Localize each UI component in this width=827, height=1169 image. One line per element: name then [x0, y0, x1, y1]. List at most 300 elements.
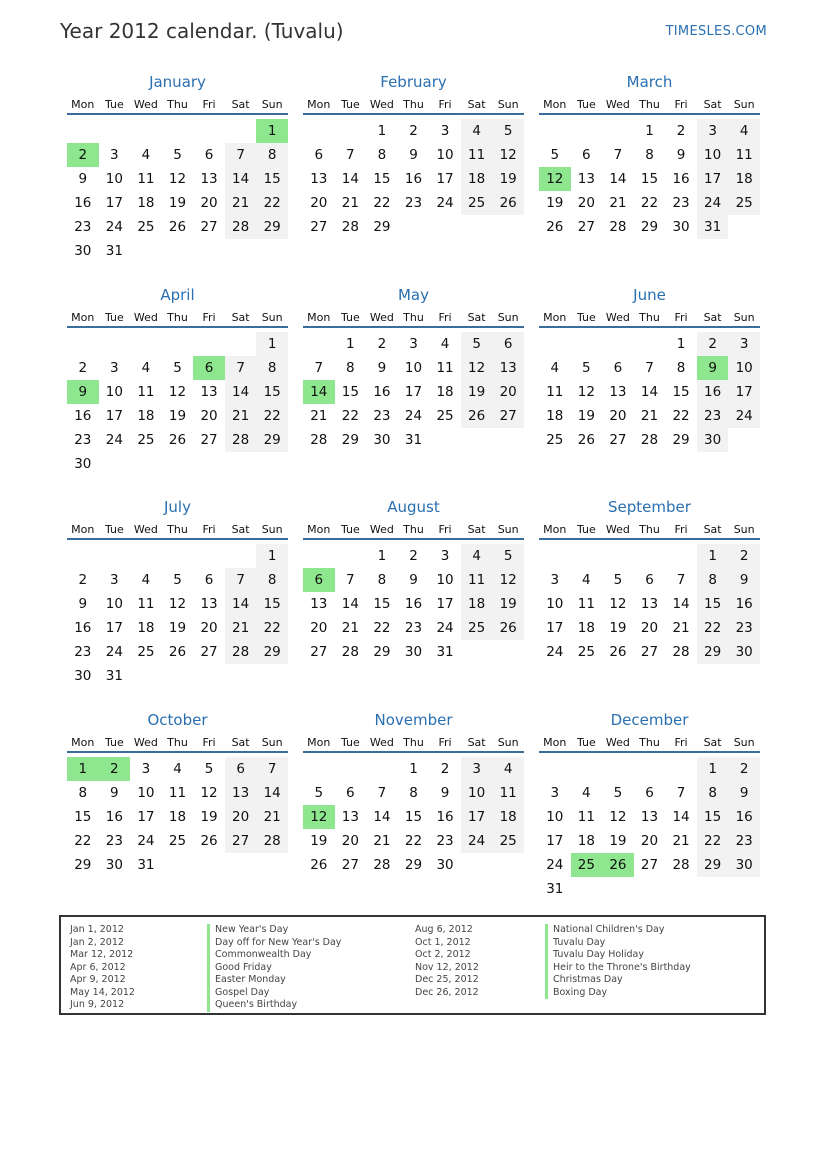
weekday-label: Mon	[307, 311, 331, 324]
day-cell: 29	[640, 219, 659, 235]
day-cell: 10	[728, 356, 760, 380]
holiday-date: Dec 25, 2012	[415, 974, 479, 985]
day-cell: 23	[74, 432, 92, 448]
day-cell: 27	[640, 644, 659, 660]
day-cell: 15	[697, 592, 729, 616]
day-grid	[67, 757, 288, 901]
day-cell: 17	[137, 809, 155, 825]
weekday-header	[539, 309, 760, 328]
day-cell: 29	[672, 432, 690, 448]
day-cell: 9	[409, 147, 418, 163]
day-cell: 17	[404, 384, 423, 400]
day-cell: 28	[373, 857, 391, 873]
day-cell: 15	[256, 592, 288, 616]
weekday-label: Mon	[307, 736, 331, 749]
day-cell: 27	[200, 644, 218, 660]
month-september	[539, 497, 760, 688]
day-cell: 27	[310, 644, 328, 660]
day-cell: 2	[676, 123, 686, 139]
weekday-label: Tue	[576, 98, 596, 111]
day-cell: 7	[613, 147, 623, 163]
weekday-label: Mon	[71, 736, 95, 749]
holiday-date: Dec 26, 2012	[415, 986, 479, 998]
day-cell: 19	[609, 620, 627, 636]
weekday-label: Tue	[104, 736, 124, 749]
weekday-label: Thu	[403, 523, 424, 536]
day-cell: 4	[582, 785, 591, 801]
day-cell: 23	[728, 829, 760, 853]
day-cell: 14	[609, 171, 627, 187]
day-cell: 16	[404, 171, 423, 187]
day-cell: 20	[200, 620, 218, 636]
day-cell: 30	[74, 456, 92, 472]
weekday-label: Thu	[639, 98, 660, 111]
day-cell: 28	[225, 428, 257, 452]
weekday-label: Tue	[576, 736, 596, 749]
weekday-label: Tue	[576, 311, 596, 324]
day-cell: 21	[609, 195, 627, 211]
holiday-name: Christmas Day	[545, 974, 691, 987]
day-cell: 27	[341, 857, 359, 873]
day-cell: 15	[256, 380, 288, 404]
weekday-label: Thu	[403, 736, 424, 749]
day-cell: 29	[373, 219, 391, 235]
day-cell: 30	[672, 219, 690, 235]
day-cell: 31	[404, 432, 423, 448]
weekday-label: Sun	[733, 311, 755, 324]
day-cell: 4	[728, 119, 760, 143]
day-cell: 3	[461, 757, 493, 781]
day-cell: 1	[256, 544, 288, 568]
weekday-label: Thu	[167, 736, 188, 749]
day-cell: 5	[173, 572, 182, 588]
day-cell: 11	[436, 360, 454, 376]
day-cell: 29	[74, 857, 92, 873]
weekday-label: Wed	[369, 98, 394, 111]
day-cell: 11	[137, 384, 155, 400]
holiday-name: Queen's Birthday	[207, 999, 341, 1012]
weekday-header	[539, 734, 760, 753]
holiday-name: Tuvalu Day Holiday	[545, 949, 691, 962]
weekday-label: Thu	[167, 523, 188, 536]
day-cell: 3	[110, 147, 119, 163]
weekday-label: Fri	[202, 98, 216, 111]
day-cell: 28	[672, 644, 690, 660]
day-cell: 30	[728, 640, 760, 664]
day-cell: 2	[728, 757, 760, 781]
holiday-date: May 14, 2012	[70, 986, 135, 998]
day-cell: 13	[225, 781, 257, 805]
day-cell: 2	[377, 336, 387, 352]
weekday-label: Thu	[403, 311, 424, 324]
day-cell: 6	[225, 757, 257, 781]
weekday-label: Sat	[467, 98, 486, 111]
weekday-label: Tue	[104, 523, 124, 536]
day-cell: 23	[672, 195, 690, 211]
weekday-label: Sat	[703, 523, 722, 536]
day-cell: 18	[461, 167, 493, 191]
day-cell: 25	[492, 829, 524, 853]
day-cell: 11	[577, 596, 595, 612]
day-cell: 26	[168, 219, 187, 235]
day-cell: 17	[105, 408, 123, 424]
weekday-label: Fri	[674, 98, 688, 111]
day-cell: 19	[310, 833, 328, 849]
day-cell: 2	[409, 548, 418, 564]
day-cell: 31	[137, 857, 155, 873]
holiday-date: Aug 6, 2012	[415, 924, 473, 935]
weekday-label: Fri	[438, 523, 452, 536]
day-grid	[303, 119, 524, 263]
day-cell: 1	[377, 123, 387, 139]
page-title: Year 2012 calendar. (Tuvalu)	[60, 19, 344, 43]
day-cell: 9	[440, 785, 450, 801]
day-cell: 24	[105, 219, 123, 235]
weekday-label: Tue	[340, 736, 360, 749]
day-cell: 29	[697, 853, 729, 877]
day-cell: 14	[640, 384, 659, 400]
day-cell: 19	[200, 809, 218, 825]
day-cell: 28	[640, 432, 659, 448]
holiday-name: Commonwealth Day	[207, 949, 341, 962]
day-cell: 26	[168, 644, 187, 660]
day-cell: 12	[492, 568, 524, 592]
holiday-day-cell: 12	[539, 167, 571, 191]
day-cell: 25	[137, 644, 155, 660]
holiday-name: Easter Monday	[207, 974, 341, 987]
month-february	[303, 72, 524, 263]
day-cell: 11	[546, 384, 564, 400]
month-august	[303, 497, 524, 688]
holiday-day-cell: 25	[571, 853, 603, 877]
day-cell: 21	[225, 404, 257, 428]
weekday-label: Sat	[467, 736, 486, 749]
weekday-label: Mon	[71, 98, 95, 111]
day-cell: 26	[310, 857, 328, 873]
day-cell: 5	[461, 332, 493, 356]
day-cell: 13	[341, 809, 359, 825]
holiday-dates-left	[70, 924, 135, 1012]
weekday-label: Mon	[71, 311, 95, 324]
holiday-day-cell: 1	[256, 119, 288, 143]
day-cell: 4	[141, 572, 151, 588]
weekday-label: Thu	[167, 311, 188, 324]
weekday-label: Thu	[639, 736, 660, 749]
day-cell: 3	[550, 785, 560, 801]
day-cell: 28	[256, 829, 288, 853]
day-cell: 9	[78, 596, 88, 612]
day-cell: 15	[74, 809, 92, 825]
day-cell: 3	[728, 332, 760, 356]
day-cell: 20	[310, 195, 328, 211]
holiday-day-cell: 6	[303, 568, 335, 592]
day-cell: 16	[697, 380, 729, 404]
day-cell: 18	[168, 809, 187, 825]
day-cell: 11	[577, 809, 595, 825]
holiday-date: Jan 1, 2012	[70, 924, 124, 935]
day-cell: 21	[373, 833, 391, 849]
day-cell: 24	[436, 195, 454, 211]
holiday-date: Mar 12, 2012	[70, 949, 134, 960]
day-cell: 19	[577, 408, 595, 424]
day-cell: 22	[404, 833, 423, 849]
day-cell: 17	[728, 380, 760, 404]
day-cell: 21	[672, 833, 690, 849]
day-cell: 21	[225, 191, 257, 215]
day-cell: 8	[377, 572, 387, 588]
day-cell: 31	[697, 215, 729, 239]
day-cell: 16	[74, 408, 92, 424]
weekday-label: Wed	[369, 523, 394, 536]
holiday-date: Nov 12, 2012	[415, 961, 479, 973]
day-cell: 25	[728, 191, 760, 215]
weekday-label: Thu	[403, 98, 424, 111]
day-cell: 11	[492, 781, 524, 805]
weekday-header	[303, 96, 524, 115]
day-cell: 22	[74, 833, 92, 849]
holiday-day-cell: 12	[303, 805, 335, 829]
day-cell: 23	[436, 833, 454, 849]
holiday-date: Oct 1, 2012	[415, 936, 471, 948]
day-cell: 2	[409, 123, 418, 139]
weekday-label: Mon	[543, 311, 567, 324]
weekday-header	[67, 309, 288, 328]
day-cell: 27	[310, 219, 328, 235]
day-cell: 28	[341, 644, 359, 660]
day-cell: 10	[697, 143, 729, 167]
day-grid	[303, 544, 524, 688]
day-cell: 10	[105, 596, 123, 612]
day-cell: 30	[373, 432, 391, 448]
day-cell: 13	[310, 596, 328, 612]
day-cell: 26	[200, 833, 218, 849]
day-cell: 9	[377, 360, 387, 376]
day-cell: 2	[728, 544, 760, 568]
day-cell: 24	[697, 191, 729, 215]
day-cell: 21	[672, 620, 690, 636]
weekday-label: Sun	[261, 736, 283, 749]
weekday-label: Mon	[71, 523, 95, 536]
day-cell: 3	[440, 548, 450, 564]
day-cell: 24	[105, 432, 123, 448]
day-cell: 13	[200, 171, 218, 187]
day-cell: 31	[436, 644, 454, 660]
weekday-header	[67, 96, 288, 115]
day-cell: 10	[105, 171, 123, 187]
day-cell: 2	[78, 360, 88, 376]
day-cell: 3	[141, 761, 151, 777]
day-cell: 23	[105, 833, 123, 849]
day-cell: 8	[78, 785, 88, 801]
day-cell: 10	[461, 781, 493, 805]
day-cell: 5	[613, 785, 623, 801]
weekday-label: Thu	[167, 98, 188, 111]
day-cell: 21	[256, 805, 288, 829]
weekday-label: Wed	[133, 523, 158, 536]
day-cell: 29	[256, 428, 288, 452]
weekday-label: Wed	[605, 98, 630, 111]
day-cell: 30	[74, 668, 92, 684]
day-cell: 27	[640, 857, 659, 873]
day-cell: 15	[404, 809, 423, 825]
day-cell: 17	[546, 620, 564, 636]
day-cell: 24	[105, 644, 123, 660]
weekday-label: Sat	[703, 311, 722, 324]
day-cell: 9	[78, 171, 88, 187]
weekday-label: Wed	[605, 736, 630, 749]
day-cell: 4	[550, 360, 560, 376]
day-cell: 14	[341, 596, 359, 612]
day-cell: 23	[74, 644, 92, 660]
day-cell: 28	[225, 640, 257, 664]
holiday-day-cell: 9	[697, 356, 729, 380]
day-cell: 24	[546, 644, 564, 660]
day-cell: 25	[168, 833, 187, 849]
day-cell: 15	[640, 171, 659, 187]
day-cell: 12	[609, 809, 627, 825]
day-cell: 21	[341, 620, 359, 636]
weekday-label: Fri	[202, 736, 216, 749]
day-cell: 16	[74, 195, 92, 211]
day-cell: 16	[373, 384, 391, 400]
day-cell: 5	[314, 785, 324, 801]
day-cell: 18	[137, 620, 155, 636]
day-cell: 6	[582, 147, 591, 163]
day-cell: 22	[256, 404, 288, 428]
weekday-label: Sun	[497, 98, 519, 111]
day-cell: 9	[728, 781, 760, 805]
day-cell: 8	[409, 785, 418, 801]
day-cell: 20	[640, 833, 659, 849]
day-cell: 9	[728, 568, 760, 592]
day-cell: 21	[341, 195, 359, 211]
weekday-label: Sun	[261, 523, 283, 536]
day-cell: 10	[105, 384, 123, 400]
day-grid	[539, 119, 760, 263]
day-cell: 5	[173, 360, 182, 376]
day-cell: 27	[225, 829, 257, 853]
holiday-date: Jun 9, 2012	[70, 999, 125, 1010]
day-cell: 2	[440, 761, 450, 777]
day-cell: 14	[341, 171, 359, 187]
day-cell: 22	[341, 408, 359, 424]
month-name: July	[164, 498, 191, 516]
day-cell: 25	[546, 432, 564, 448]
weekday-label: Fri	[438, 311, 452, 324]
day-cell: 24	[546, 857, 564, 873]
day-cell: 30	[404, 644, 423, 660]
month-name: August	[387, 498, 440, 516]
day-cell: 23	[697, 404, 729, 428]
day-cell: 1	[676, 336, 686, 352]
day-cell: 3	[409, 336, 418, 352]
holiday-names-right	[545, 924, 691, 999]
day-cell: 11	[168, 785, 187, 801]
day-cell: 17	[105, 620, 123, 636]
holiday-day-cell: 1	[67, 757, 99, 781]
day-cell: 5	[613, 572, 623, 588]
day-cell: 23	[728, 616, 760, 640]
day-cell: 25	[461, 191, 493, 215]
day-cell: 25	[436, 408, 454, 424]
month-name: April	[160, 286, 195, 304]
day-cell: 7	[676, 785, 686, 801]
day-cell: 5	[204, 761, 214, 777]
day-grid	[303, 332, 524, 476]
day-cell: 30	[697, 428, 729, 452]
day-cell: 17	[436, 596, 454, 612]
day-cell: 20	[609, 408, 627, 424]
weekday-label: Sat	[467, 523, 486, 536]
day-cell: 21	[310, 408, 328, 424]
day-cell: 10	[546, 809, 564, 825]
day-cell: 6	[492, 332, 524, 356]
weekday-label: Tue	[340, 523, 360, 536]
weekday-label: Fri	[202, 523, 216, 536]
weekday-label: Mon	[543, 523, 567, 536]
day-cell: 25	[461, 616, 493, 640]
day-cell: 5	[582, 360, 591, 376]
month-may	[303, 285, 524, 476]
day-cell: 26	[577, 432, 595, 448]
weekday-label: Wed	[133, 98, 158, 111]
day-cell: 17	[461, 805, 493, 829]
day-cell: 14	[672, 596, 690, 612]
day-cell: 16	[105, 809, 123, 825]
day-cell: 4	[141, 360, 151, 376]
day-cell: 13	[200, 384, 218, 400]
day-cell: 20	[577, 195, 595, 211]
day-cell: 20	[492, 380, 524, 404]
day-cell: 28	[225, 215, 257, 239]
day-cell: 18	[137, 195, 155, 211]
day-cell: 3	[697, 119, 729, 143]
weekday-label: Tue	[104, 98, 124, 111]
weekday-label: Mon	[543, 736, 567, 749]
day-cell: 31	[546, 881, 564, 897]
holiday-date: Apr 9, 2012	[70, 974, 126, 985]
day-cell: 22	[256, 616, 288, 640]
day-cell: 21	[225, 616, 257, 640]
day-cell: 26	[461, 404, 493, 428]
holiday-day-cell: 2	[99, 757, 131, 781]
day-cell: 14	[373, 809, 391, 825]
day-cell: 1	[697, 757, 729, 781]
day-cell: 15	[373, 596, 391, 612]
brand-link[interactable]: TIMESLES.COM	[665, 24, 767, 39]
day-cell: 2	[697, 332, 729, 356]
month-november	[303, 710, 524, 901]
day-cell: 18	[137, 408, 155, 424]
day-cell: 9	[110, 785, 119, 801]
day-cell: 15	[256, 167, 288, 191]
day-cell: 14	[225, 592, 257, 616]
day-cell: 12	[168, 384, 187, 400]
day-cell: 29	[256, 215, 288, 239]
day-cell: 20	[640, 620, 659, 636]
month-name: September	[608, 498, 691, 516]
day-cell: 29	[341, 432, 359, 448]
day-cell: 26	[492, 616, 524, 640]
day-cell: 22	[256, 191, 288, 215]
day-cell: 4	[461, 119, 493, 143]
day-cell: 29	[256, 640, 288, 664]
day-cell: 7	[377, 785, 387, 801]
day-cell: 12	[168, 596, 187, 612]
day-cell: 24	[137, 833, 155, 849]
day-cell: 25	[137, 219, 155, 235]
day-cell: 6	[346, 785, 355, 801]
